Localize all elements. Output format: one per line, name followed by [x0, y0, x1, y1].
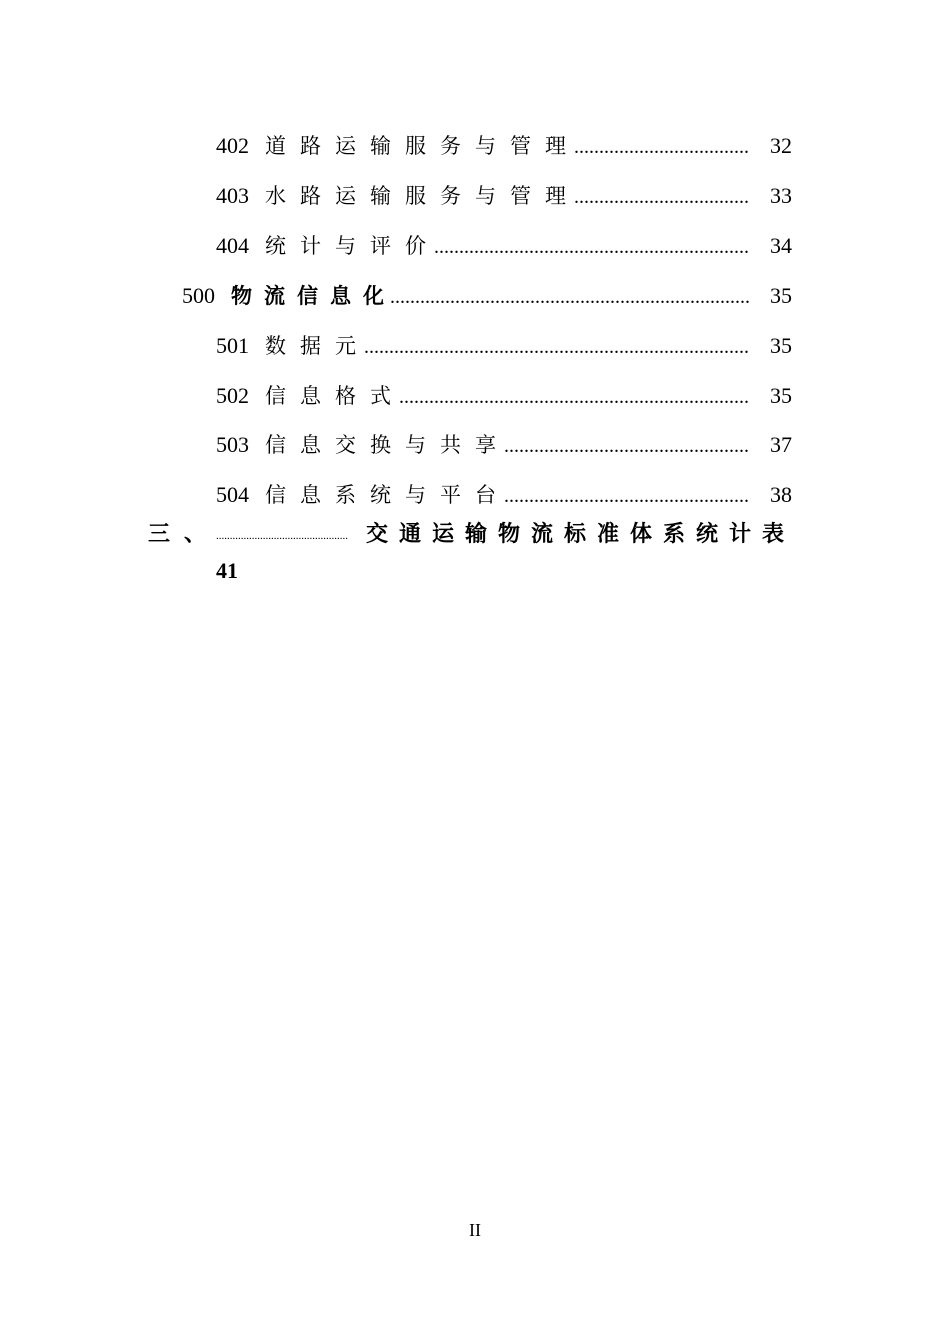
- toc-dot-leader: [574, 182, 750, 212]
- toc-entry-501[interactable]: [216, 331, 792, 361]
- toc-entry-title: 水路运输服务与管理: [265, 184, 580, 208]
- toc-entry-page: 35: [770, 283, 792, 308]
- toc-entry-number: 403: [216, 183, 249, 208]
- toc-entry-number: 502: [216, 383, 249, 408]
- toc-entry-404[interactable]: [216, 231, 792, 261]
- toc-entry-page: 37: [770, 432, 792, 457]
- toc-entry-page: 32: [770, 133, 792, 158]
- toc-entry-502[interactable]: [216, 381, 792, 411]
- toc-entry-402[interactable]: [216, 131, 792, 161]
- toc-chapter-entry[interactable]: [148, 516, 796, 548]
- toc-chapter-page: 41: [216, 558, 238, 583]
- toc-entry-page: 38: [770, 482, 792, 507]
- toc-entry-503[interactable]: [216, 430, 792, 460]
- toc-dot-leader: [504, 431, 750, 461]
- toc-entry-number: 402: [216, 133, 249, 158]
- page-number: II: [469, 1220, 481, 1240]
- toc-entry-number: 504: [216, 482, 249, 507]
- toc-dot-leader: [504, 481, 750, 511]
- toc-entry-title: 信息交换与共享: [265, 433, 510, 457]
- toc-chapter-title: 交通运输物流标准体系统计表: [366, 521, 796, 547]
- toc-dot-leader: [574, 132, 750, 162]
- toc-entry-page: 35: [770, 383, 792, 408]
- toc-entry-number: 501: [216, 333, 249, 358]
- toc-dot-leader: [216, 530, 348, 542]
- toc-entry-title: 物流信息化: [231, 284, 396, 308]
- toc-entry-page: 34: [770, 233, 792, 258]
- toc-entry-title: 信息系统与平台: [265, 483, 510, 507]
- toc-dot-leader: [390, 282, 750, 312]
- toc-entry-number: 404: [216, 233, 249, 258]
- toc-entry-403[interactable]: [216, 181, 792, 211]
- toc-dot-leader: [399, 382, 750, 412]
- toc-dot-leader: [434, 232, 750, 262]
- toc-entry-504[interactable]: [216, 480, 792, 510]
- toc-entry-title: 道路运输服务与管理: [265, 134, 580, 158]
- toc-entry-number: 503: [216, 432, 249, 457]
- toc-entry-title: 统计与评价: [265, 234, 440, 258]
- toc-entry-page: 35: [770, 333, 792, 358]
- toc-dot-leader: [364, 332, 750, 362]
- toc-entry-500[interactable]: [182, 281, 792, 311]
- toc-chapter-number: 三、: [148, 521, 221, 547]
- toc-entry-title: 数据元: [265, 334, 370, 358]
- toc-entry-title: 信息格式: [265, 384, 405, 408]
- toc-entry-page: 33: [770, 183, 792, 208]
- toc-entry-number: 500: [182, 283, 215, 308]
